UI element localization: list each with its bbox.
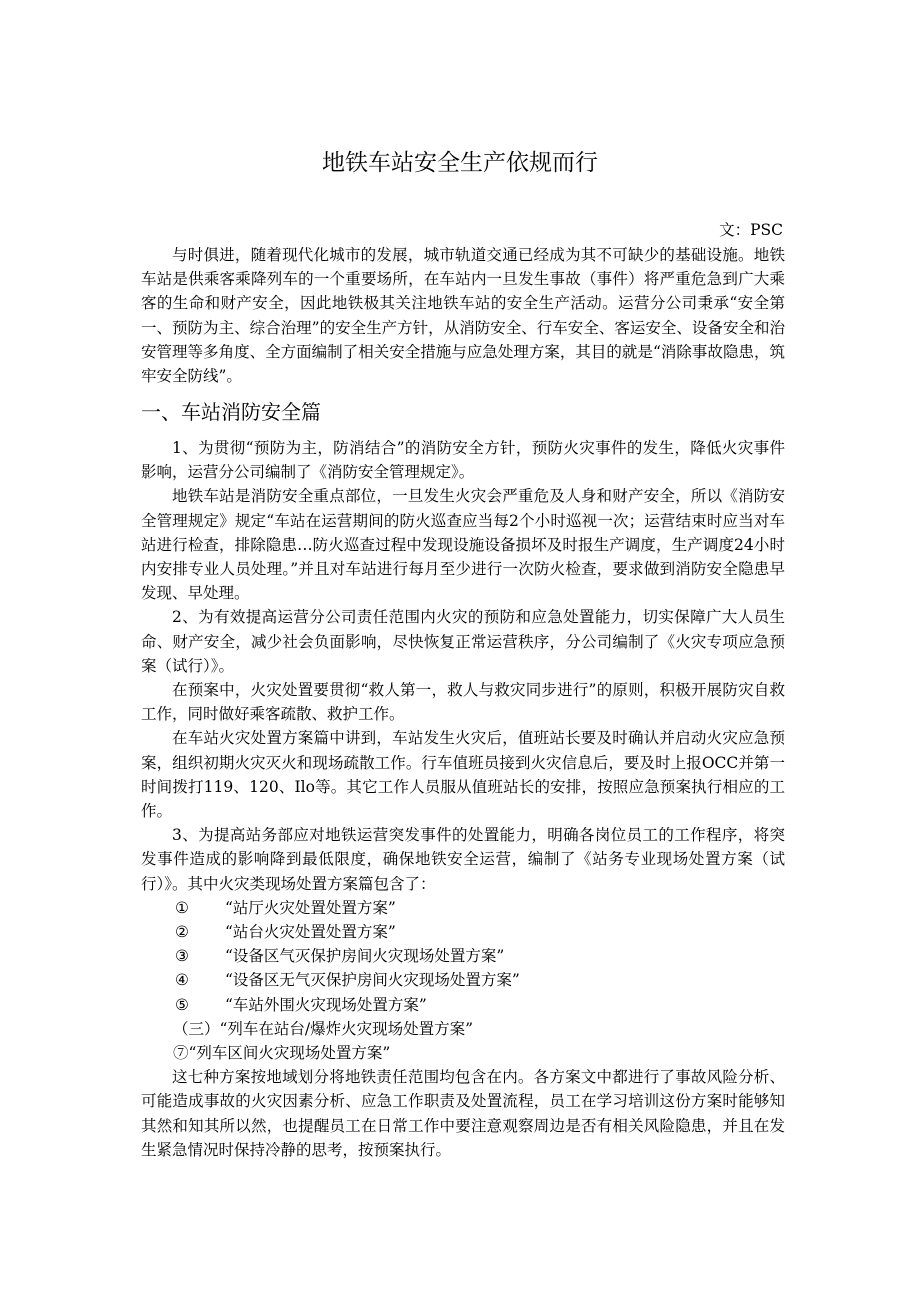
plan-number: ③ xyxy=(175,947,189,966)
plan-name: “设备区气灭保护房间火灾现场处置方案” xyxy=(225,947,505,966)
plan-number: ② xyxy=(175,923,189,942)
plan-list-item xyxy=(141,944,785,968)
intro-paragraph: 与时俱进，随着现代化城市的发展，城市轨道交通已经成为其不可缺少的基础设施。地铁车站是供乘客乘降列车的一个重要场所，在车站内一旦发生事故（事件）将严重危急到广大乘客的生命和财产安全，因此地铁极其关注地铁车站的安全生产活动。运营分公司秉承“安全第一、预防为主、综合治理”的安全生产方针，从消防安全、行车安全、客运安全、设备安全和治安管理等多角度、全方面编制了相关安全措施与应急处理方案，其目的就是“消除事故隐患，筑牢安全防线”。 xyxy=(141,246,785,386)
plan-list-item-6: （三）“列车在站台/爆炸火灾现场处置方案” xyxy=(173,1019,474,1038)
plan-number: ① xyxy=(175,898,189,917)
paragraph: 1、为贯彻“预防为主，防消结合”的消防安全方针，预防火灾事件的发生，降低火灾事件影响，运营分公司编制了《消防安全管理规定》。 xyxy=(141,439,785,482)
paragraph: 在预案中，火灾处置要贯彻“救人第一，救人与救灾同步进行”的原则，积极开展防灾自救工作，同时做好乘客疏散、救护工作。 xyxy=(141,681,785,724)
plan-name: “站台火灾处置处置方案” xyxy=(225,923,396,942)
paragraph: 在车站火灾处置方案篇中讲到，车站发生火灾后，值班站长要及时确认并启动火灾应急预案，组织初期火灾灭火和现场疏散工作。行车值班员接到火灾信息后，要及时上报OCC并第一时间拨打119、120、Ilo等。其它工作人员服从值班站长的安排，按照应急预案执行相应的工作。 xyxy=(141,729,785,821)
plan-name: “设备区无气灭保护房间火灾现场处置方案” xyxy=(225,971,520,990)
paragraph: 3、为提高站务部应对地铁运营突发事件的处置能力，明确各岗位员工的工作程序，将突发事件造成的影响降到最低限度，确保地铁安全运营，编制了《站务专业现场处置方案（试行）》。其中火灾类现场处置方案篇包含了： xyxy=(141,826,785,893)
intro-section xyxy=(141,243,785,388)
document-title: 地铁车站安全生产依规而行 xyxy=(322,150,598,176)
plan-name: “车站外围火灾现场处置方案” xyxy=(225,995,427,1014)
author-line: 文：PSC xyxy=(719,221,783,239)
plan-number: ④ xyxy=(175,971,189,990)
plan-number: ⑤ xyxy=(175,995,189,1014)
section-body xyxy=(141,436,785,1162)
plan-list-item xyxy=(141,968,785,992)
conclusion-paragraph: 这七种方案按地域划分将地铁责任范围均包含在内。各方案文中都进行了事故风险分析、可能造成事故的火灾因素分析、应急工作职责及处置流程，员工在学习培训这份方案时能够知其然和知其所以然，也提醒员工在日常工作中要注意观察周边是否有相关风险隐患，并且在发生紧急情况时保持冷静的思考，按预案执行。 xyxy=(141,1068,785,1159)
plan-list-item xyxy=(141,993,785,1017)
plan-list-item xyxy=(141,920,785,944)
plan-list-item-7: ⑦“列车区间火灾现场处置方案” xyxy=(173,1044,391,1063)
paragraph: 2、为有效提高运营分公司责任范围内火灾的预防和应急处置能力，切实保障广大人员生命、财产安全，减少社会负面影响，尽快恢复正常运营秩序，分公司编制了《火灾专项应急预案（试行）》。 xyxy=(141,608,785,675)
paragraph: 地铁车站是消防安全重点部位，一旦发生火灾会严重危及人身和财产安全，所以《消防安全管理规定》规定“车站在运营期间的防火巡查应当每2个小时巡视一次；运营结束时应当对车站进行检查，排除隐患…防火巡查过程中发现设施设备损坏及时报生产调度，生产调度24小时内安排专业人员处理。”并且对车站进行每月至少进行一次防火检查，要求做到消防安全隐患早发现、早处理。 xyxy=(141,487,785,603)
section-heading: 一、车站消防安全篇 xyxy=(141,400,321,424)
plan-name: “站厅火灾处置处置方案” xyxy=(225,898,396,917)
plan-list-item xyxy=(141,896,785,920)
